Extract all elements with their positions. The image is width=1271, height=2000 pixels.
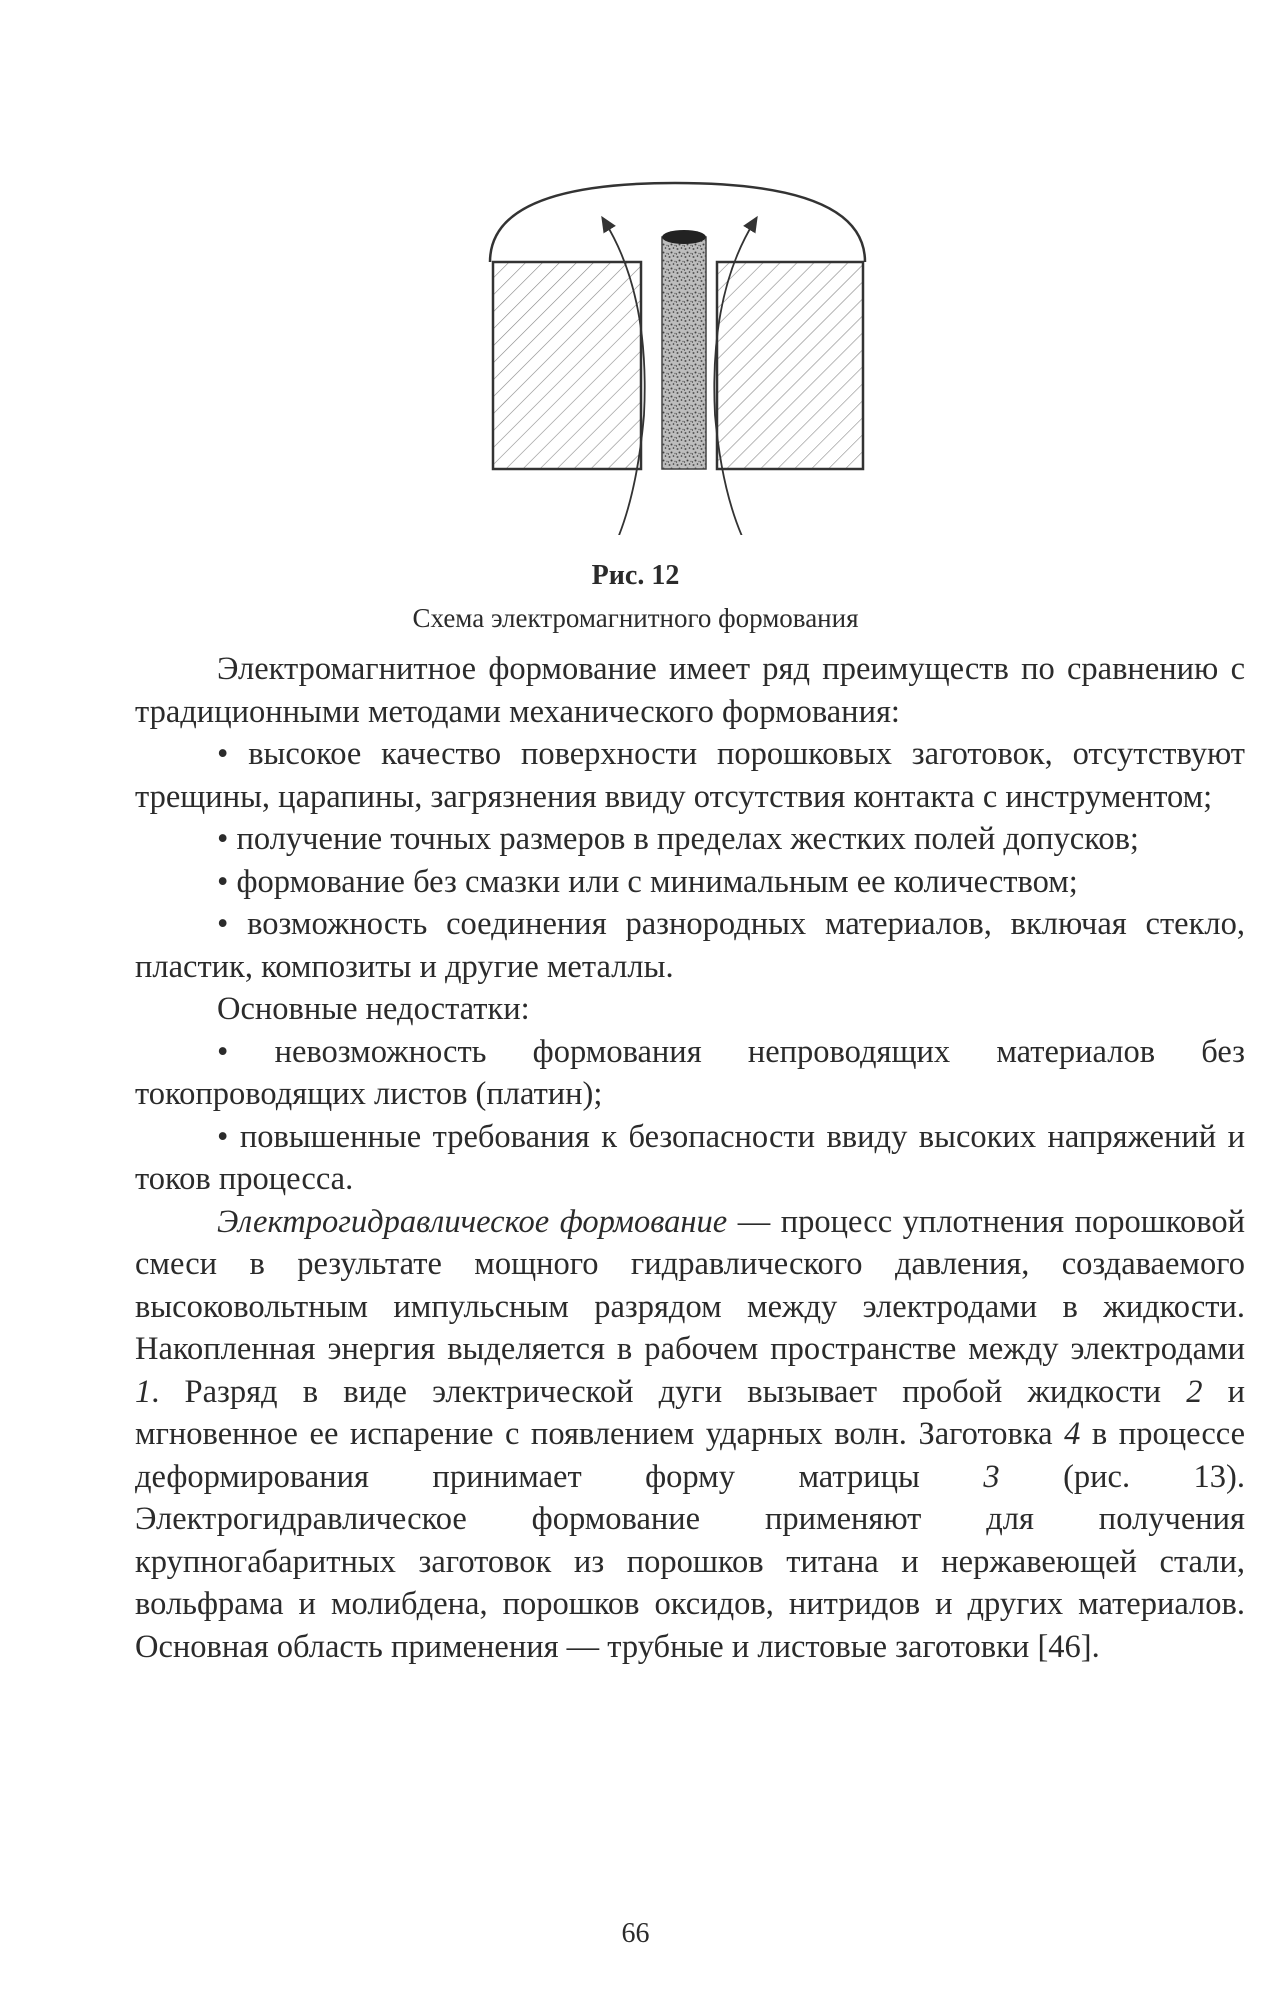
advantage-item: • возможность соединения разнородных материалов, включая стекло, пластик, композиты и другие металлы. [135, 906, 1245, 985]
figure-number: Рис. 12 [591, 560, 680, 591]
matrix-ref: 3 [983, 1458, 1000, 1495]
term-electrohydraulic-forming: Электрогидравлическое формование [217, 1203, 728, 1240]
electrode-ref: 1 [135, 1373, 152, 1410]
advantage-item: • получение точных размеров в пределах жестких полей допусков; [217, 821, 1139, 857]
figure-title: Схема электромагнитного формования [412, 603, 859, 633]
electrohydraulic-paragraph: Электрогидравлическое формование — процесс уплотнения порошковой смеси в результате мощного гидравлического давления, создаваемого высоковольтным импульсным разрядом между электродами в жидкости. Накопленная энергия выделяется в рабочем пространстве между электродами 1. Разряд в виде электрической дуги вызывает пробой жидкости 2 и мгновенное ее испарение с появлением ударных волн. Заготовка 4 в процессе деформирования принимает форму матрицы 3 (рис. 13). Электрогидравлическое формование применяют для получения крупногабаритных заготовок из порошков титана и нержавеющей стали, вольфрама и молибдена, порошков оксидов, нитридов и других материалов. Основная область применения — трубные и листовые заготовки [46]. [135, 1203, 1245, 1665]
body-text [135, 648, 1245, 1668]
inductor-right [717, 262, 863, 469]
workpiece-top [662, 230, 706, 244]
electromagnetic-forming-diagram [460, 175, 900, 535]
disadvantages-heading: Основные недостатки: [217, 991, 530, 1027]
liquid-ref: 2 [1186, 1373, 1203, 1410]
advantage-item: • высокое качество поверхности порошковых заготовок, отсутствуют трещины, царапины, загрязнения ввиду отсутствия контакта с инструментом; [135, 736, 1245, 815]
inductor-left [493, 262, 641, 469]
page-number: 66 [621, 1918, 650, 1949]
powder-workpiece [662, 237, 706, 469]
disadvantage-item: • повышенные требования к безопасности ввиду высоких напряжений и токов процесса. [135, 1118, 1245, 1197]
disadvantage-item: • невозможность формования непроводящих материалов без токопроводящих листов (платин); [135, 1033, 1245, 1112]
intro-paragraph: Электромагнитное формование имеет ряд преимуществ по сравнению с традиционными методами механического формования: [135, 651, 1245, 730]
workpiece-ref: 4 [1064, 1416, 1081, 1452]
advantage-item: • формование без смазки или с минимальным ее количеством; [217, 863, 1078, 900]
